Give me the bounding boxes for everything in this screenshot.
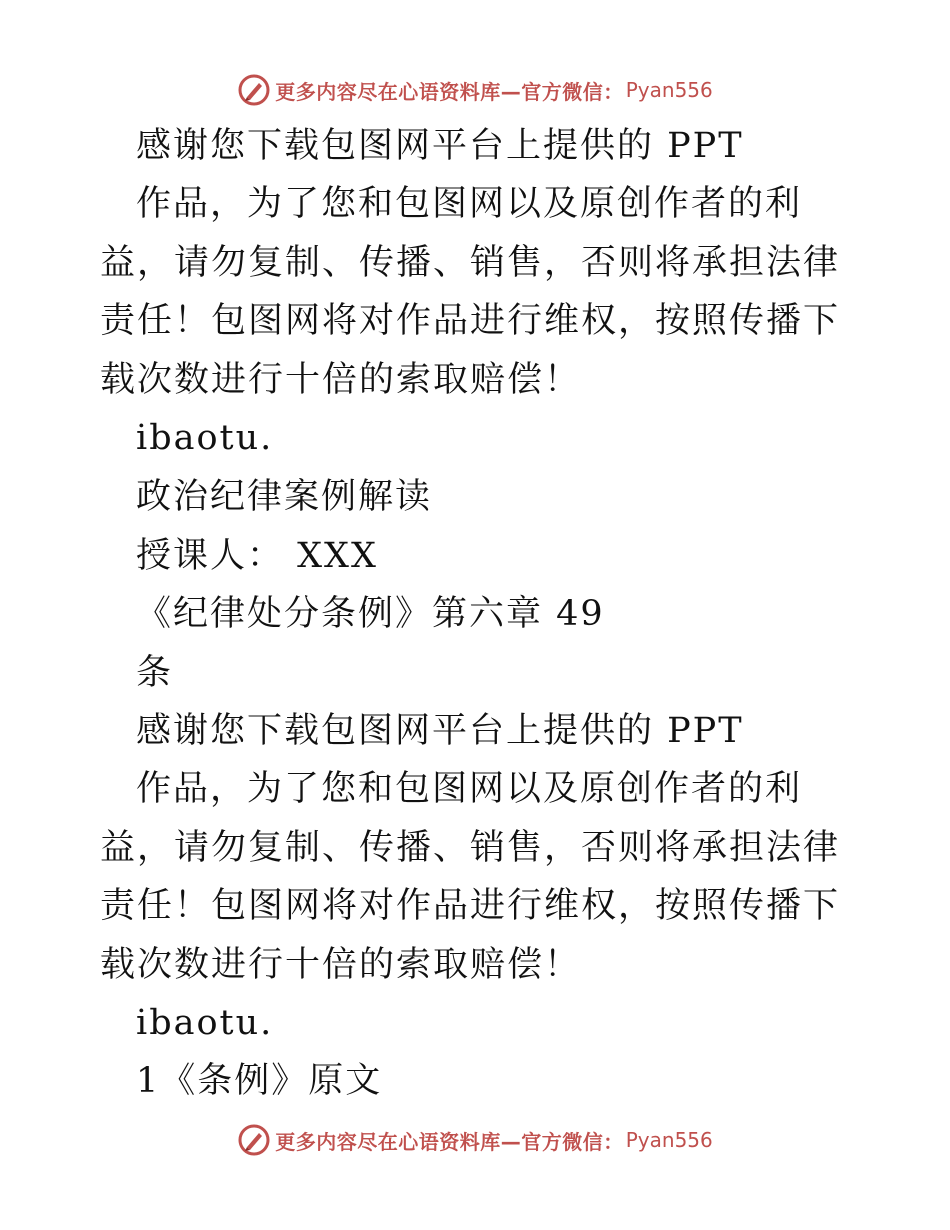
notice-title-2: 感谢您下载包图网平台上提供的 PPT [136, 711, 744, 751]
watermark-text: 更多内容尽在心语资料库—官方微信： [275, 1129, 624, 1154]
pen-logo-icon [237, 1123, 271, 1157]
watermark-handle: Pyan556 [625, 1128, 713, 1152]
notice-body-2: 作品，为了您和包图网以及原创作者的利益，请勿复制、传播、销售，否则将承担法律责任！包图网将对作品进行维权，按照传播下载次数进行十倍的索取赔偿！ [100, 769, 841, 985]
header-watermark [0, 70, 950, 110]
lecturer: 授课人： XXX [136, 536, 378, 576]
pen-logo-icon [237, 73, 271, 107]
site-name-1: ibaotu. [136, 418, 274, 458]
footer-watermark [0, 1120, 950, 1160]
watermark-text: 更多内容尽在心语资料库—官方微信： [275, 79, 624, 104]
section-heading: 1《条例》原文 [136, 1061, 383, 1101]
notice-title-1: 感谢您下载包图网平台上提供的 PPT [136, 126, 744, 166]
site-name-2: ibaotu. [136, 1003, 274, 1043]
watermark-handle: Pyan556 [625, 78, 713, 102]
document-title: 政治纪律案例解读 [136, 477, 433, 517]
notice-body-1: 作品，为了您和包图网以及原创作者的利益，请勿复制、传播、销售，否则将承担法律责任！包图网将对作品进行维权，按照传播下载次数进行十倍的索取赔偿！ [100, 184, 841, 400]
regulation-reference: 《纪律处分条例》第六章 49 [136, 594, 605, 634]
regulation-reference-cont: 条 [136, 653, 174, 693]
